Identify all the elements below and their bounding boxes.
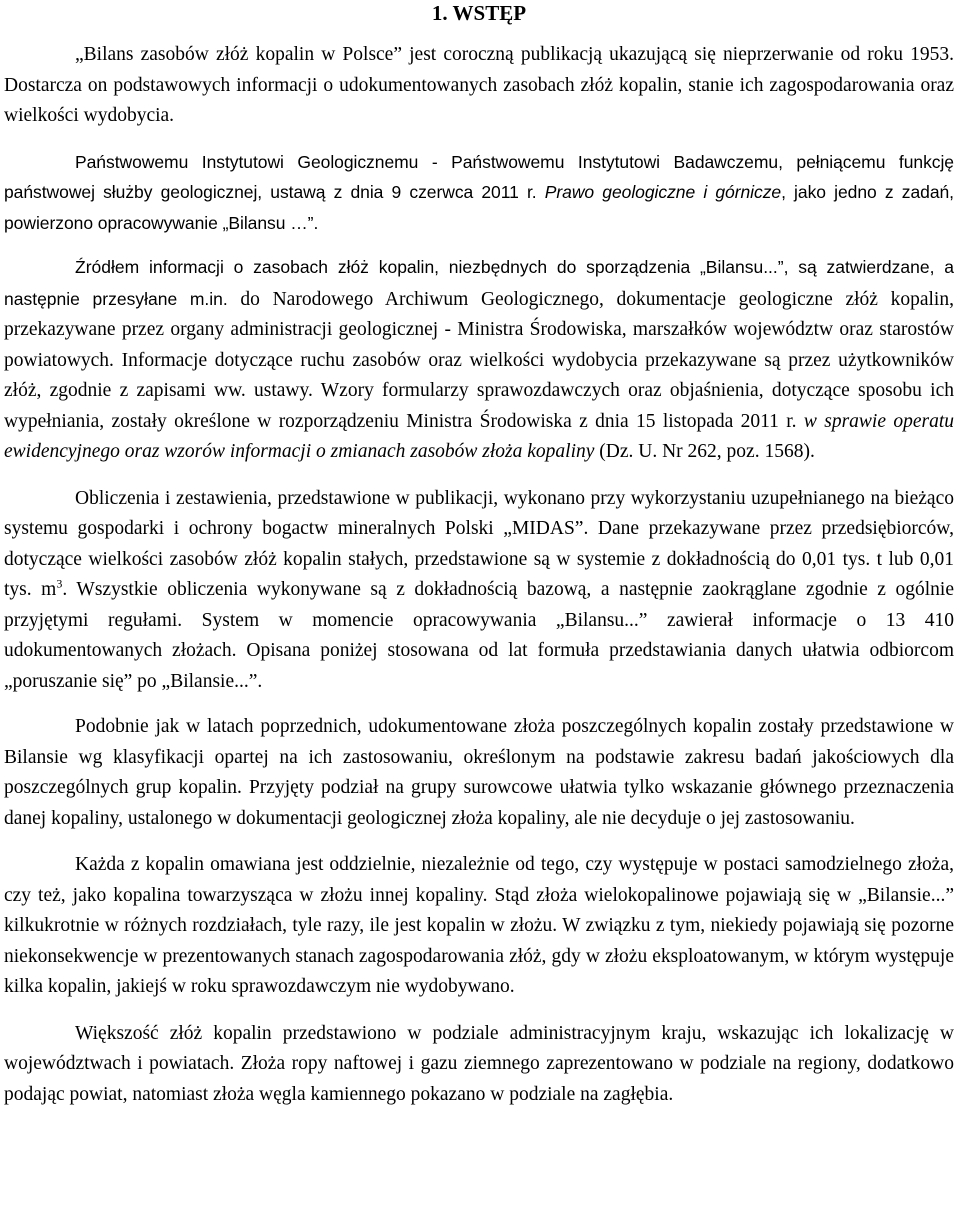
paragraph-calculations — [4, 484, 954, 698]
paragraph-sources — [4, 252, 954, 468]
paragraph-institute — [4, 147, 954, 239]
cubic-superscript: 3 — [56, 576, 63, 591]
section-heading: 1. WSTĘP — [431, 1, 527, 25]
paragraph-sources-citation: (Dz. U. Nr 262, poz. 1568). — [594, 441, 815, 462]
paragraph-intro: „Bilans zasobów złóż kopalin w Polsce” jest coroczną publikacją ukazującą się nieprzerwanie od roku 1953. Dostarcza on podstawowych informacji o udokumentowanych zasobach złóż kopalin, stanie ich zagospodarowania oraz wielkości wydobycia. — [4, 44, 954, 126]
law-title: Prawo geologiczne i górnicze — [544, 182, 782, 202]
paragraph-multi-mineral: Każda z kopalin omawiana jest oddzielnie, niezależnie od tego, czy występuje w postaci samodzielnego złoża, czy też, jako kopalina towarzysząca w złożu innej kopaliny. Stąd złoża wielokopalinowe pojawiają się w „Bilansie...” kilkukrotnie w różnych rozdziałach, tyle razy, ile jest kopalin w złożu. W związku z tym, niekiedy pojawiają się pozorne niekonsekwencje w prezentowanych stanach zagospodarowania złóż, gdy w złożu eksploatowanym, w którym występuje kilka kopalin, jakiejś w roku sprawozdawczym nie wydobywano. — [4, 854, 954, 997]
regulation-title: w sprawie operatu ewidencyjnego oraz wzorów informacji o zmianach zasobów złoża kopaliny — [4, 410, 954, 462]
paragraph-sources-lead: Źródłem informacji o zasobach złóż kopalin, niezbędnych do sporządzenia „Bilansu...”, są zatwierdzane, a następnie przesyłane m.in. — [4, 257, 954, 309]
paragraph-classification: Podobnie jak w latach poprzednich, udokumentowane złoża poszczególnych kopalin zostały przedstawione w Bilansie wg klasyfikacji opartej na ich zastosowaniu, określonym na podstawie zakresu badań jakościowych dla poszczególnych grup kopalin. Przyjęty podział na grupy surowcowe ułatwia tylko wskazanie głównego przeznaczenia danej kopaliny, ustalonego w dokumentacji geologicznej złoża kopaliny, ale nie decyduje o jej zastosowaniu. — [4, 716, 954, 829]
paragraph-institute-text-end: , jako jedno z zadań, powierzono opracowywanie „Bilansu …”. — [4, 182, 954, 233]
paragraph-administrative: Większość złóż kopalin przedstawiono w podziale administracyjnym kraju, wskazując ich lokalizację w województwach i powiatach. Złoża ropy naftowej i gazu ziemnego zaprezentowano w podziale na regiony, dodatkowo podając powiat, natomiast złoża węgla kamiennego pokazano w podziale na zagłębia. — [4, 1022, 954, 1105]
paragraph-calculations-text-end: . Wszystkie obliczenia wykonywane są z dokładnością bazową, a następnie zaokrąglane zgodnie z ogólnie przyjętymi regułami. System w momencie opracowywania „Bilansu...” zawierał informacje o 13 410 udokumentowanych złożach. Opisana poniżej stosowana od lat formuła przedstawiania danych ułatwia odbiorcom „poruszanie się” po „Bilansie...”. — [4, 579, 954, 692]
paragraph-institute-text: Państwowemu Instytutowi Geologicznemu - Państwowemu Instytutowi Badawczemu, pełniącemu funkcję państwowej służby geologicznej, ustawą z dnia 9 czerwca 2011 r. — [4, 151, 954, 202]
paragraph-calculations-text: Obliczenia i zestawienia, przedstawione w publikacji, wykonano przy wykorzystaniu uzupełnianego na bieżąco systemu gospodarki i ochrony bogactw mineralnych Polski „MIDAS”. Dane przekazywane przez przedsiębiorców, dotyczące wielkości zasobów złóż kopalin stałych, przedstawione są w systemie z dokładnością do 0,01 tys. t lub 0,01 tys. m — [4, 487, 954, 600]
paragraph-sources-text: do Narodowego Archiwum Geologicznego, dokumentacje geologiczne złóż kopalin, przekazywane przez organy administracji geologicznej - Ministra Środowiska, marszałków województw oraz starostów powiatowych. Informacje dotyczące ruchu zasobów oraz wielkości wydobycia przekazywane są przez użytkowników złóż, zgodnie z zapisami ww. ustawy. Wzory formularzy sprawozdawczych oraz objaśnienia, dotyczące sposobu ich wypełniania, zostały określone w rozporządzeniu Ministra Środowiska z dnia 15 listopada 2011 r. — [4, 288, 954, 432]
